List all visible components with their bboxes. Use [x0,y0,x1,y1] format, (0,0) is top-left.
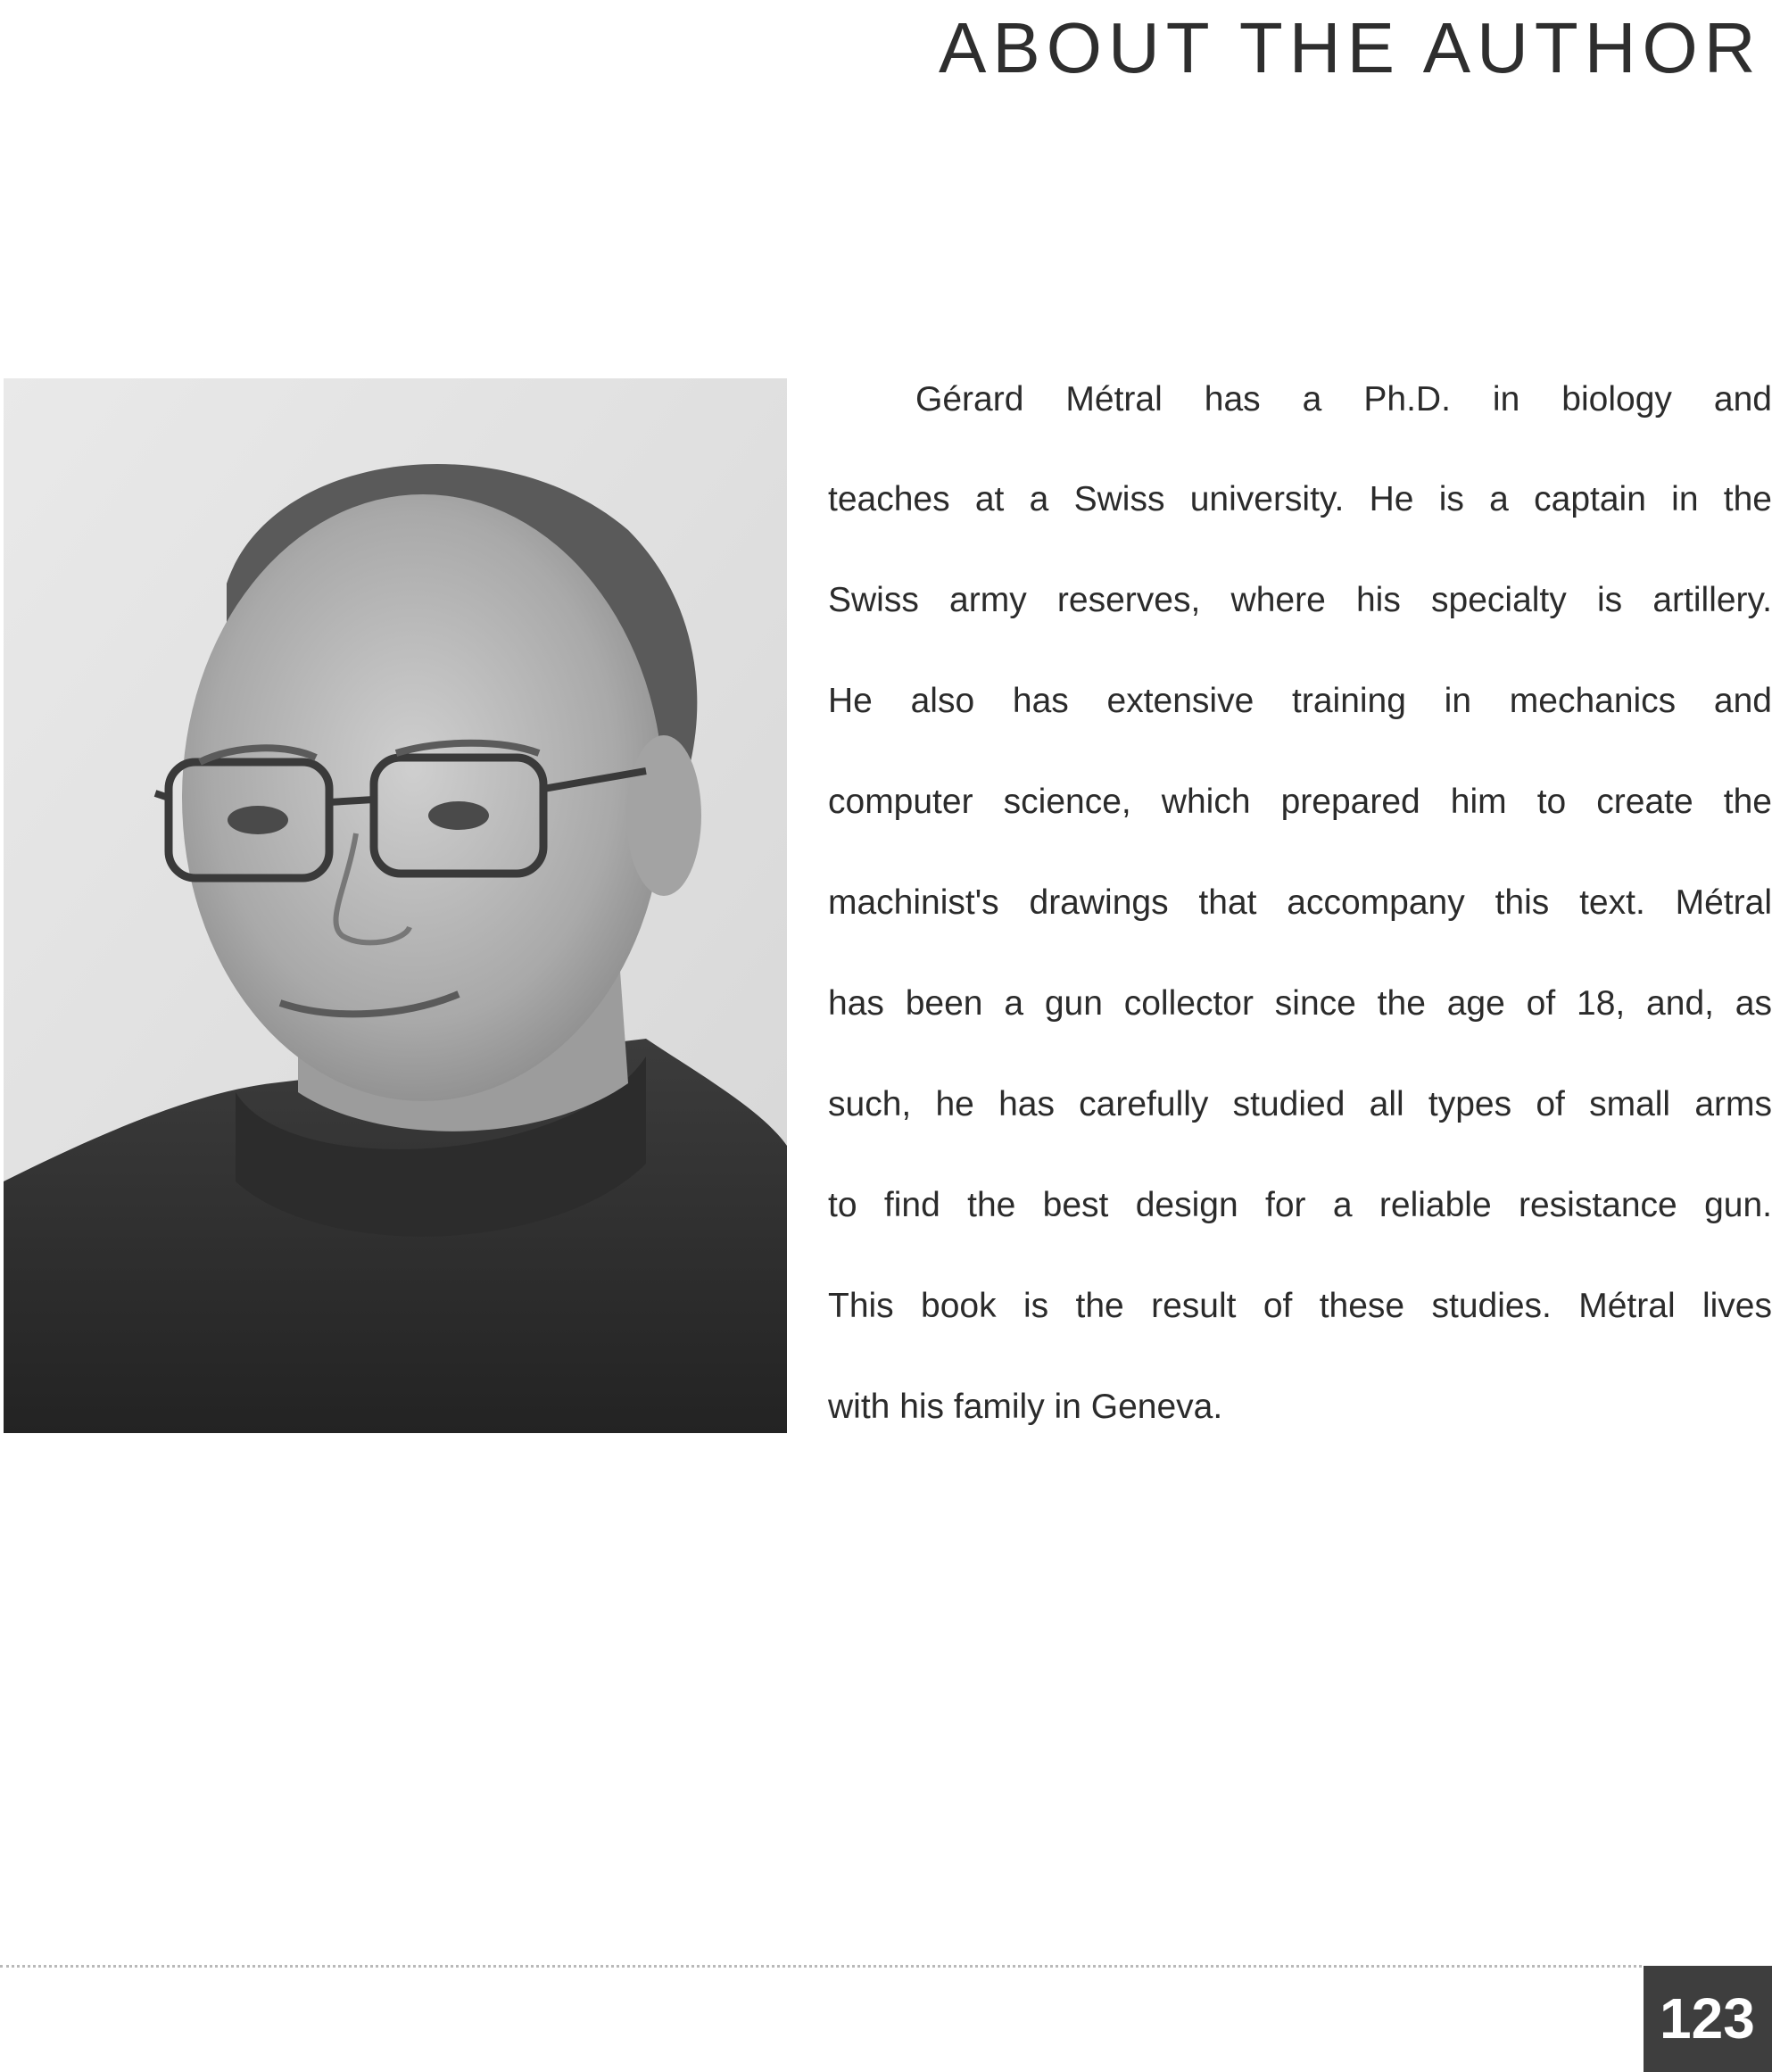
bio-line: He also has extensive training in mechanics and [828,682,1772,720]
footer-divider [0,1965,1642,1968]
bio-line: machinist's drawings that accompany this text. Métral [828,883,1772,922]
bio-line: computer science, which prepared him to create the [828,783,1772,821]
bio-line: This book is the result of these studies. Métral lives [828,1287,1772,1325]
author-portrait-image [4,378,787,1433]
bio-line: has been a gun collector since the age of 18, and, as [828,984,1772,1023]
bio-line: Gérard Métral has a Ph.D. in biology and [915,380,1772,419]
bio-line: such, he has carefully studied all types of small arms [828,1085,1772,1123]
page-number: 123 [1644,1966,1772,2072]
bio-line: to find the best design for a reliable resistance gun. [828,1186,1772,1224]
bio-line: with his family in Geneva. [828,1388,1223,1426]
author-photo [4,378,787,1433]
bio-line: teaches at a Swiss university. He is a captain in the [828,480,1772,518]
bio-line: Swiss army reserves, where his specialty is artillery. [828,581,1772,619]
author-bio [828,373,1772,1444]
page-title: ABOUT THE AUTHOR [939,8,1762,87]
